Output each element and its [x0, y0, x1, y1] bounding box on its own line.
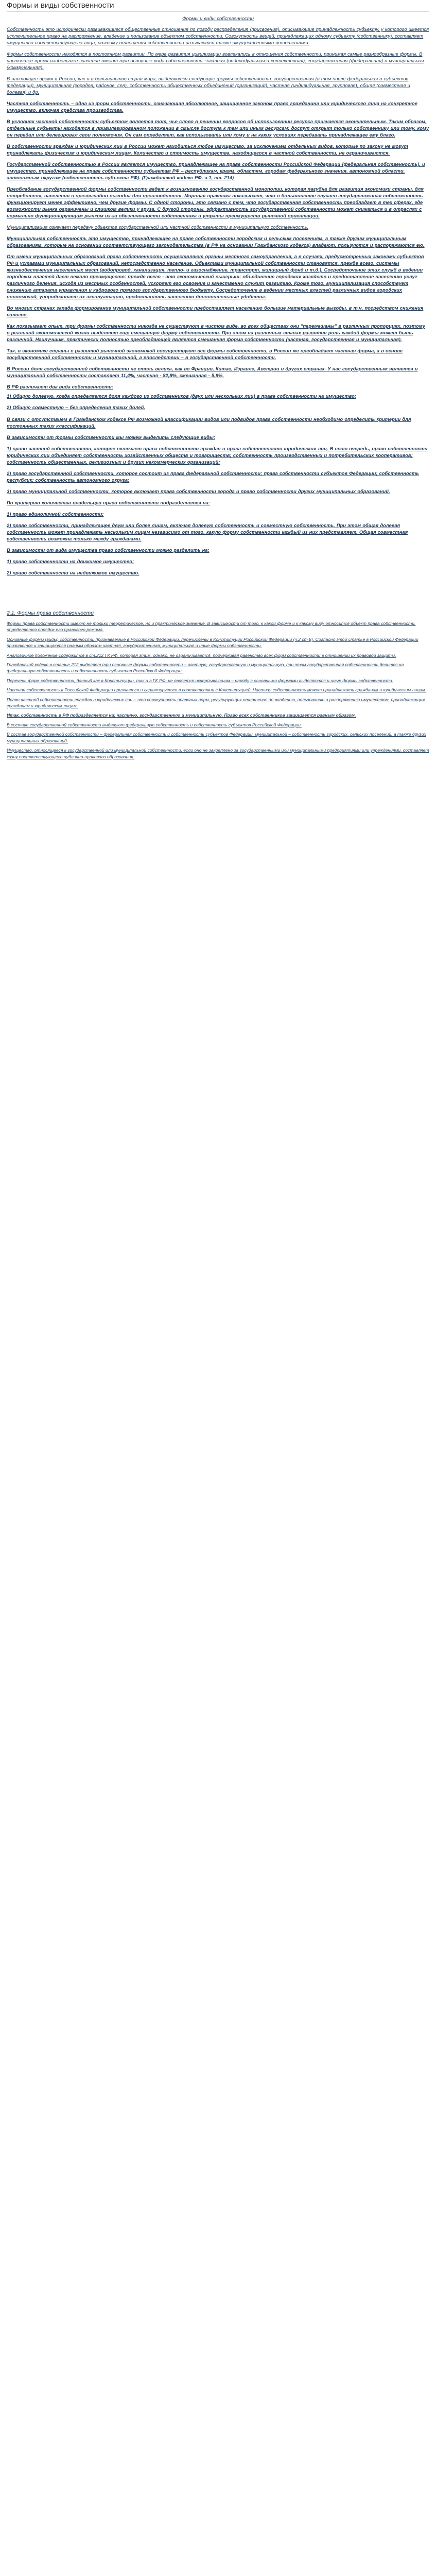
- page-title: Формы и виды собственности: [7, 1, 114, 10]
- section-part1: [7, 26, 429, 379]
- paragraph: Частная собственность – одна из форм собственности, означающая абсолютное, защищенное законом право гражданина или юридического лица на конкретное имущество, включая средства производства.: [7, 100, 417, 113]
- paragraph: 1) право собственности на движимое имущество;: [7, 558, 134, 564]
- paragraph: По критерию количества владельцев право собственности подразделяется на:: [7, 500, 210, 505]
- paragraph: В зависимости от формы собственности мы можем выделить следующие виды:: [7, 434, 216, 440]
- paragraph: Муниципализация означает передачу объектов государственной или частной собственности в муниципальную собственность.: [7, 224, 308, 230]
- paragraph: В России доля государственной собственности не столь велика, как во Франции, Китае, Израиле, Австрии и других странах. У нас государственным является и муниципальной собственности составляет 11,4%, частная - 82,8%, смешанная - 5,8%.: [7, 366, 418, 378]
- ownership-types-list: [7, 393, 429, 411]
- spacer: [7, 581, 429, 602]
- paragraph: Собственность это исторически развивающиеся общественные отношения по поводу распределения (присвоения), описывающие принадлежность субъекту, у которого имеется исключительное право на распоряжение, владение и пользование объектом собственности. Совокупность вещей, принадлежащих одному субъекту (собственнику), составляет имущество соответствующего лица, поэтому отношения собственности называются также имущественными отношениями.: [7, 26, 429, 45]
- paragraph: 2) право собственности, принадлежащее двум или более лицам, включая долевую собственность и совместную собственность. При этом общая долевая собственность может принадлежать нескольким лицам независимо от того, какую форму собственности каждый из них представляет. Общая совместная собственность возможна только между гражданами.: [7, 522, 408, 541]
- ownership-types-heading: В РФ различают два вида собственности:: [7, 384, 113, 389]
- paragraph: В собственности граждан и юридических лиц в России может находиться любое имущество, за исключением отдельных видов, которые по закону не могут принадлежать физическим и юридическим лицам. Количество и стоимость имущества, находящегося в частной собственности, не ограничиваются.: [7, 143, 408, 156]
- paragraph: Формы собственности находятся в постоянном развитии. По мере развития цивилизации вовлекались в отношения собственности, принимая самые разнообразные формы. В настоящее время наибольшее значение имеют три основные вида собственности: частная (индивидуальная и коллективная), государственная (федеральная) и муниципальная (коммунальная).: [7, 51, 424, 70]
- section-part2: [7, 620, 429, 760]
- paragraph: Во многих странах запада формирование муниципальной собственности предоставляет населению большие материальные выгоды, в т.ч. посредством снижения налогов.: [7, 305, 424, 317]
- page-header: [7, 0, 429, 12]
- page: [0, 0, 436, 773]
- section-part1b: [7, 416, 429, 576]
- paragraph: Муниципальная собственность это имущество, принадлежащее на праве собственности городским и сельским поселениям, а также другим муниципальным образованиям, которые на основании соответствующего законодательства (в РФ на основании Гражданского кодекса) владеют, пользуются и распоряжаются ею.: [7, 235, 425, 248]
- paragraph: В связи с отсутствием в Гражданском кодексе РФ возможной классификации видов или подвидов права собственности необходимо определить критерии для постоянных таких классификаций.: [7, 416, 411, 429]
- paragraph: Право частной собственности граждан и юридических лиц – это совокупность правовых норм, регулирующих отношения по владению, пользованию и распоряжению имуществом, принадлежащим гражданам и юридическим лицам.: [7, 697, 426, 709]
- paragraph: В составе государственной собственности выделяют федеральную собственность и собственность субъектов Российской Федерации.: [7, 722, 302, 727]
- paragraph: Основные формы (виды) собственности, признаваемые в Российской Федерации, перечислены в Конституции Российской Федерации (ч.2 ст.8). Согласно этой статье в Российской Федерации признаются и защищаются равным образом частная, государственная, муниципальная и иные формы собственности.: [7, 636, 418, 649]
- paragraph: В настоящее время в России, как и в большинстве стран мира, выделяются следующие формы собственности: государственная (в том числе федеральная и субъектов Федерации), муниципальная (городов, районов, сел), собственность общественных объединений (организаций), частная (индивидуальная, групповая), общая (совместная и долевая) и др.: [7, 76, 410, 95]
- paragraph: Перечень форм собственности, данный как в Конституции, так и в ГК РФ, не является исчерпывающим – наряду с основными формами выделяются и иные формы собственности.: [7, 677, 393, 683]
- paragraph: Государственной собственностью в России является имущество, принадлежащее на праве собственности Российской Федерации (федеральная собственность), и имущество, принадлежащее на праве собственности субъектам РФ – республикам, краям, областям, городам федерального значения, автономной области, автономным округам (собственность субъекта РФ). (Гражданский кодекс РФ, ч.1, ст. 214): [7, 161, 425, 180]
- paragraph: В зависимости от вида имущества право собственности можно разделить на:: [7, 547, 210, 553]
- paragraph: Гражданский кодекс в статье 212 выделяет три основные формы собственности – частную, государственную и муниципальную, при этом государственная собственность делится на федеральную собственность и собственность субъектов Российской Федерации.: [7, 662, 404, 674]
- paragraph: Преобладание государственной формы собственности ведет к возникновению государственной монополии, которая пагубна для развития экономики страны, для потребителя, населения и чрезвычайно выгодна для производителя. Мировая практика показывает, что в большинстве случаев государственная собственность функционирует менее эффективно, чем другие формы. С одной стороны, это связано с тем, что государственная собственность преобладает в тех сферах, где возможности рынка ограничены и слишком велики у груза. С другой стороны, эффективность государственной собственности может снижаться и в отраслях с нормально функционирующим рынком из-за обезличенности собственника и утраты преимуществ рыночной ориентации.: [7, 186, 424, 218]
- paragraph: 3) право муниципальной собственности, которое включает права собственности города и право собственности других муниципальных образований.: [7, 488, 390, 494]
- paragraph: Аналогичное положение содержится в ст.212 ГК РФ, которая этим, однако, не ограничивается, подчеркивая равенство всех форм собственности в отношении их правовой защиты.: [7, 652, 396, 658]
- paragraph: 2) Общую совместную – без определения таких долей.: [7, 404, 145, 410]
- paragraph: В условиях частной собственности субъектом является тот, чье слово в решении вопросов об использовании ресурса признается окончательным. Таким образом, отдельные субъекты находятся в привилегированном положении в смысле доступа к тем или иным ресурсам: доступ открыт только собственнику или тому, кому он передал или делегировал свои полномочия. Он сам определяет, как использовать или кому и на каких условиях передавать принадлежащее ему благо.: [7, 118, 429, 138]
- paragraph: Формы права собственности имеют не только теоретическое, но и практическое значение. В зависимости от того, к какой форме и к какому виду относится объект права собственности, определяется порядок его правового режима.: [7, 621, 416, 633]
- section2-heading: 2.1. Формы права собственности: [7, 610, 94, 616]
- paragraph: Частная собственность в Российской Федерации признается и гарантируется в соответствии с Конституцией. Частная собственность может принадлежать гражданам и юридическим лицам.: [7, 687, 427, 693]
- paragraph: От имени муниципальных образований права собственности осуществляют органы местного самоуправления, а в случаях, предусмотренных законами субъектов РФ и уставами муниципальных образований, непосредственно население. Объектами муниципальной собственности становятся, прежде всего, системы жизнеобеспечения населенных мест (водопровод, канализация, тепло- и газоснабжение, транспорт, жилищный фонд и т.д.). Сосредоточение этих служб в ведении городских властей дает немало преимуществ: прежде всего - это экономический выигрыш: объединение городских хозяйств и предоставление населению услуг различного деления, исходя из местных особенностей, ускоряет его освоение и качественно служит развитию. Кроме того, муниципализация способствует снижению аппарата управления и кадрового прямого государственного бюджету. Сосредоточение в ведении местных властей различных видов городских полномочий, упорядочивает их эксплуатацию, предоставлять населению дополнительные удобства.: [7, 253, 424, 299]
- paragraph: Так, в экономике страны с развитой рыночной экономикой сосуществуют все формы собственности, в России же преобладает частная форма, а в основе государственной собственности и муниципальной, а впоследствии – в государственной собственности.: [7, 348, 403, 360]
- paragraph: 1) право частной собственности, которое включает права собственности граждан и права собственности юридических лиц. В свою очередь, право собственности юридических лиц объединяет собственность хозяйственных обществ и товариществ; собственность производственных и потребительских кооперативов; собственность общественных, религиозных и других некоммерческих организаций;: [7, 446, 428, 465]
- paragraph: Имущество, относящееся к государственной или муниципальной собственности, если оно не закреплено за государственными или муниципальными предприятиями или учреждениями, составляет казну соответствующего публично-правового образования.: [7, 748, 429, 759]
- paragraph: 2) право государственной собственности, которое состоит из права федеральной собственности; права собственности субъектов Федерации; собственность республик; собственность автономного округа;: [7, 470, 419, 483]
- paragraph: 1) Общую долевую, когда определяется доля каждого из собственников (двух или нескольких лиц) в праве собственности на имущество;: [7, 393, 357, 399]
- paragraph: В состав государственной собственности – федеральная собственность и собственность субъектов Федерации, муниципальной – собственность городских, сельских поселений, а также других муниципальных образований.: [7, 732, 426, 743]
- paragraph: 2) право собственности на недвижимое имущество.: [7, 570, 139, 575]
- document-heading: Формы и виды собственности: [182, 16, 254, 22]
- paragraph: 1) право единоличной собственности;: [7, 511, 104, 517]
- paragraph: Итак, собственность в РФ подразделяется на: частную, государственную и муниципальную. Право всех собственников защищается равным образом.: [7, 713, 356, 718]
- paragraph: Как показывает опыт, три формы собственности никогда не существуют в чистом виде, во всех обществах они "перемешаны" в различных пропорциях, поэтому в реальной экономической жизни выделяют еще смешанную форму собственности. При этом на различных этапах развития роль каждой формы может быть различной. Наилучшим, практически полностью преобладающей является смешанная форма собственности (частная, государственная и муниципальная).: [7, 323, 425, 342]
